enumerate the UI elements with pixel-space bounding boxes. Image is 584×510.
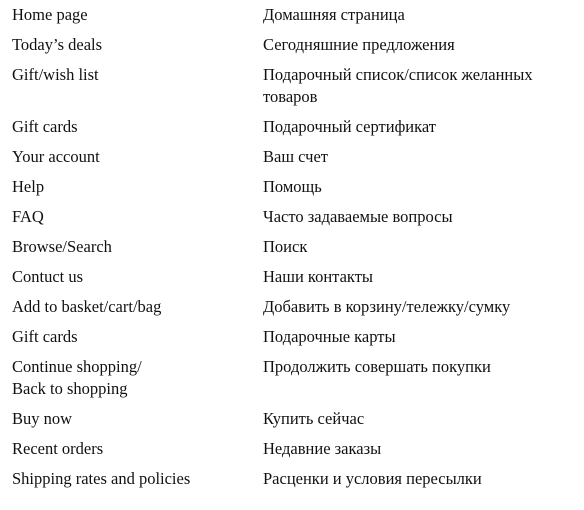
russian-translation	[252, 404, 584, 434]
english-term-line: Back to shopping	[12, 379, 128, 398]
english-term-line: Today’s deals	[12, 35, 103, 54]
english-term-line: Continue shopping/	[12, 357, 142, 376]
russian-translation	[252, 0, 584, 30]
english-term-line: Recent orders	[12, 439, 104, 458]
glossary-row	[0, 30, 584, 60]
russian-translation-line: Расценки и условия пересылки	[263, 469, 482, 488]
russian-translation	[252, 112, 584, 142]
english-term	[0, 352, 252, 404]
english-term	[0, 0, 252, 30]
english-term	[0, 464, 252, 494]
english-term-line: Gift cards	[12, 327, 78, 346]
russian-translation	[252, 292, 584, 322]
russian-translation-line: Подарочный сертификат	[263, 117, 436, 136]
english-term-line: Shipping rates and policies	[12, 469, 191, 488]
russian-translation-line: Помощь	[263, 177, 322, 196]
russian-translation	[252, 202, 584, 232]
glossary-row	[0, 464, 584, 494]
english-term-line: Browse/Search	[12, 237, 112, 256]
english-term-line: Gift/wish list	[12, 65, 99, 84]
russian-translation-line: Домашняя страница	[263, 5, 405, 24]
english-term	[0, 30, 252, 60]
russian-translation	[252, 232, 584, 262]
glossary-row	[0, 202, 584, 232]
english-term-line: Help	[12, 177, 45, 196]
russian-translation-line: Сегодняшние предложения	[263, 35, 455, 54]
russian-translation	[252, 30, 584, 60]
english-term	[0, 142, 252, 172]
russian-translation-line: Часто задаваемые вопросы	[263, 207, 453, 226]
english-term	[0, 322, 252, 352]
russian-translation-line: Продолжить совершать покупки	[263, 357, 491, 376]
glossary-row	[0, 352, 584, 404]
glossary-row	[0, 60, 584, 112]
glossary-row	[0, 172, 584, 202]
russian-translation	[252, 352, 584, 404]
russian-translation	[252, 322, 584, 352]
glossary-row	[0, 262, 584, 292]
english-term-line: Buy now	[12, 409, 73, 428]
russian-translation	[252, 262, 584, 292]
russian-translation-line: Добавить в корзину/тележку/сумку	[263, 297, 511, 316]
english-term	[0, 292, 252, 322]
english-term-line: Gift cards	[12, 117, 78, 136]
glossary-row	[0, 0, 584, 30]
glossary-row	[0, 434, 584, 464]
russian-translation	[252, 464, 584, 494]
glossary-row	[0, 292, 584, 322]
russian-translation	[252, 142, 584, 172]
english-term	[0, 434, 252, 464]
english-term	[0, 262, 252, 292]
glossary-row	[0, 322, 584, 352]
english-term-line: Home page	[12, 5, 88, 24]
english-term-line: Add to basket/cart/bag	[12, 297, 162, 316]
russian-translation-line: товаров	[263, 87, 318, 106]
russian-translation-line: Подарочные карты	[263, 327, 396, 346]
english-term	[0, 404, 252, 434]
english-term	[0, 60, 252, 112]
russian-translation	[252, 172, 584, 202]
russian-translation-line: Наши контакты	[263, 267, 373, 286]
russian-translation-line: Недавние заказы	[263, 439, 382, 458]
russian-translation	[252, 434, 584, 464]
english-term-line: Contuct us	[12, 267, 84, 286]
english-term	[0, 172, 252, 202]
russian-translation-line: Поиск	[263, 237, 308, 256]
english-term	[0, 232, 252, 262]
glossary-row	[0, 112, 584, 142]
english-term	[0, 202, 252, 232]
english-term	[0, 112, 252, 142]
russian-translation	[252, 60, 584, 112]
glossary-row	[0, 404, 584, 434]
glossary-row	[0, 232, 584, 262]
english-term-line: FAQ	[12, 207, 44, 226]
english-term-line: Your account	[12, 147, 100, 166]
russian-translation-line: Подарочный список/список желанных	[263, 65, 533, 84]
glossary-row	[0, 142, 584, 172]
russian-translation-line: Купить сейчас	[263, 409, 365, 428]
russian-translation-line: Ваш счет	[263, 147, 328, 166]
